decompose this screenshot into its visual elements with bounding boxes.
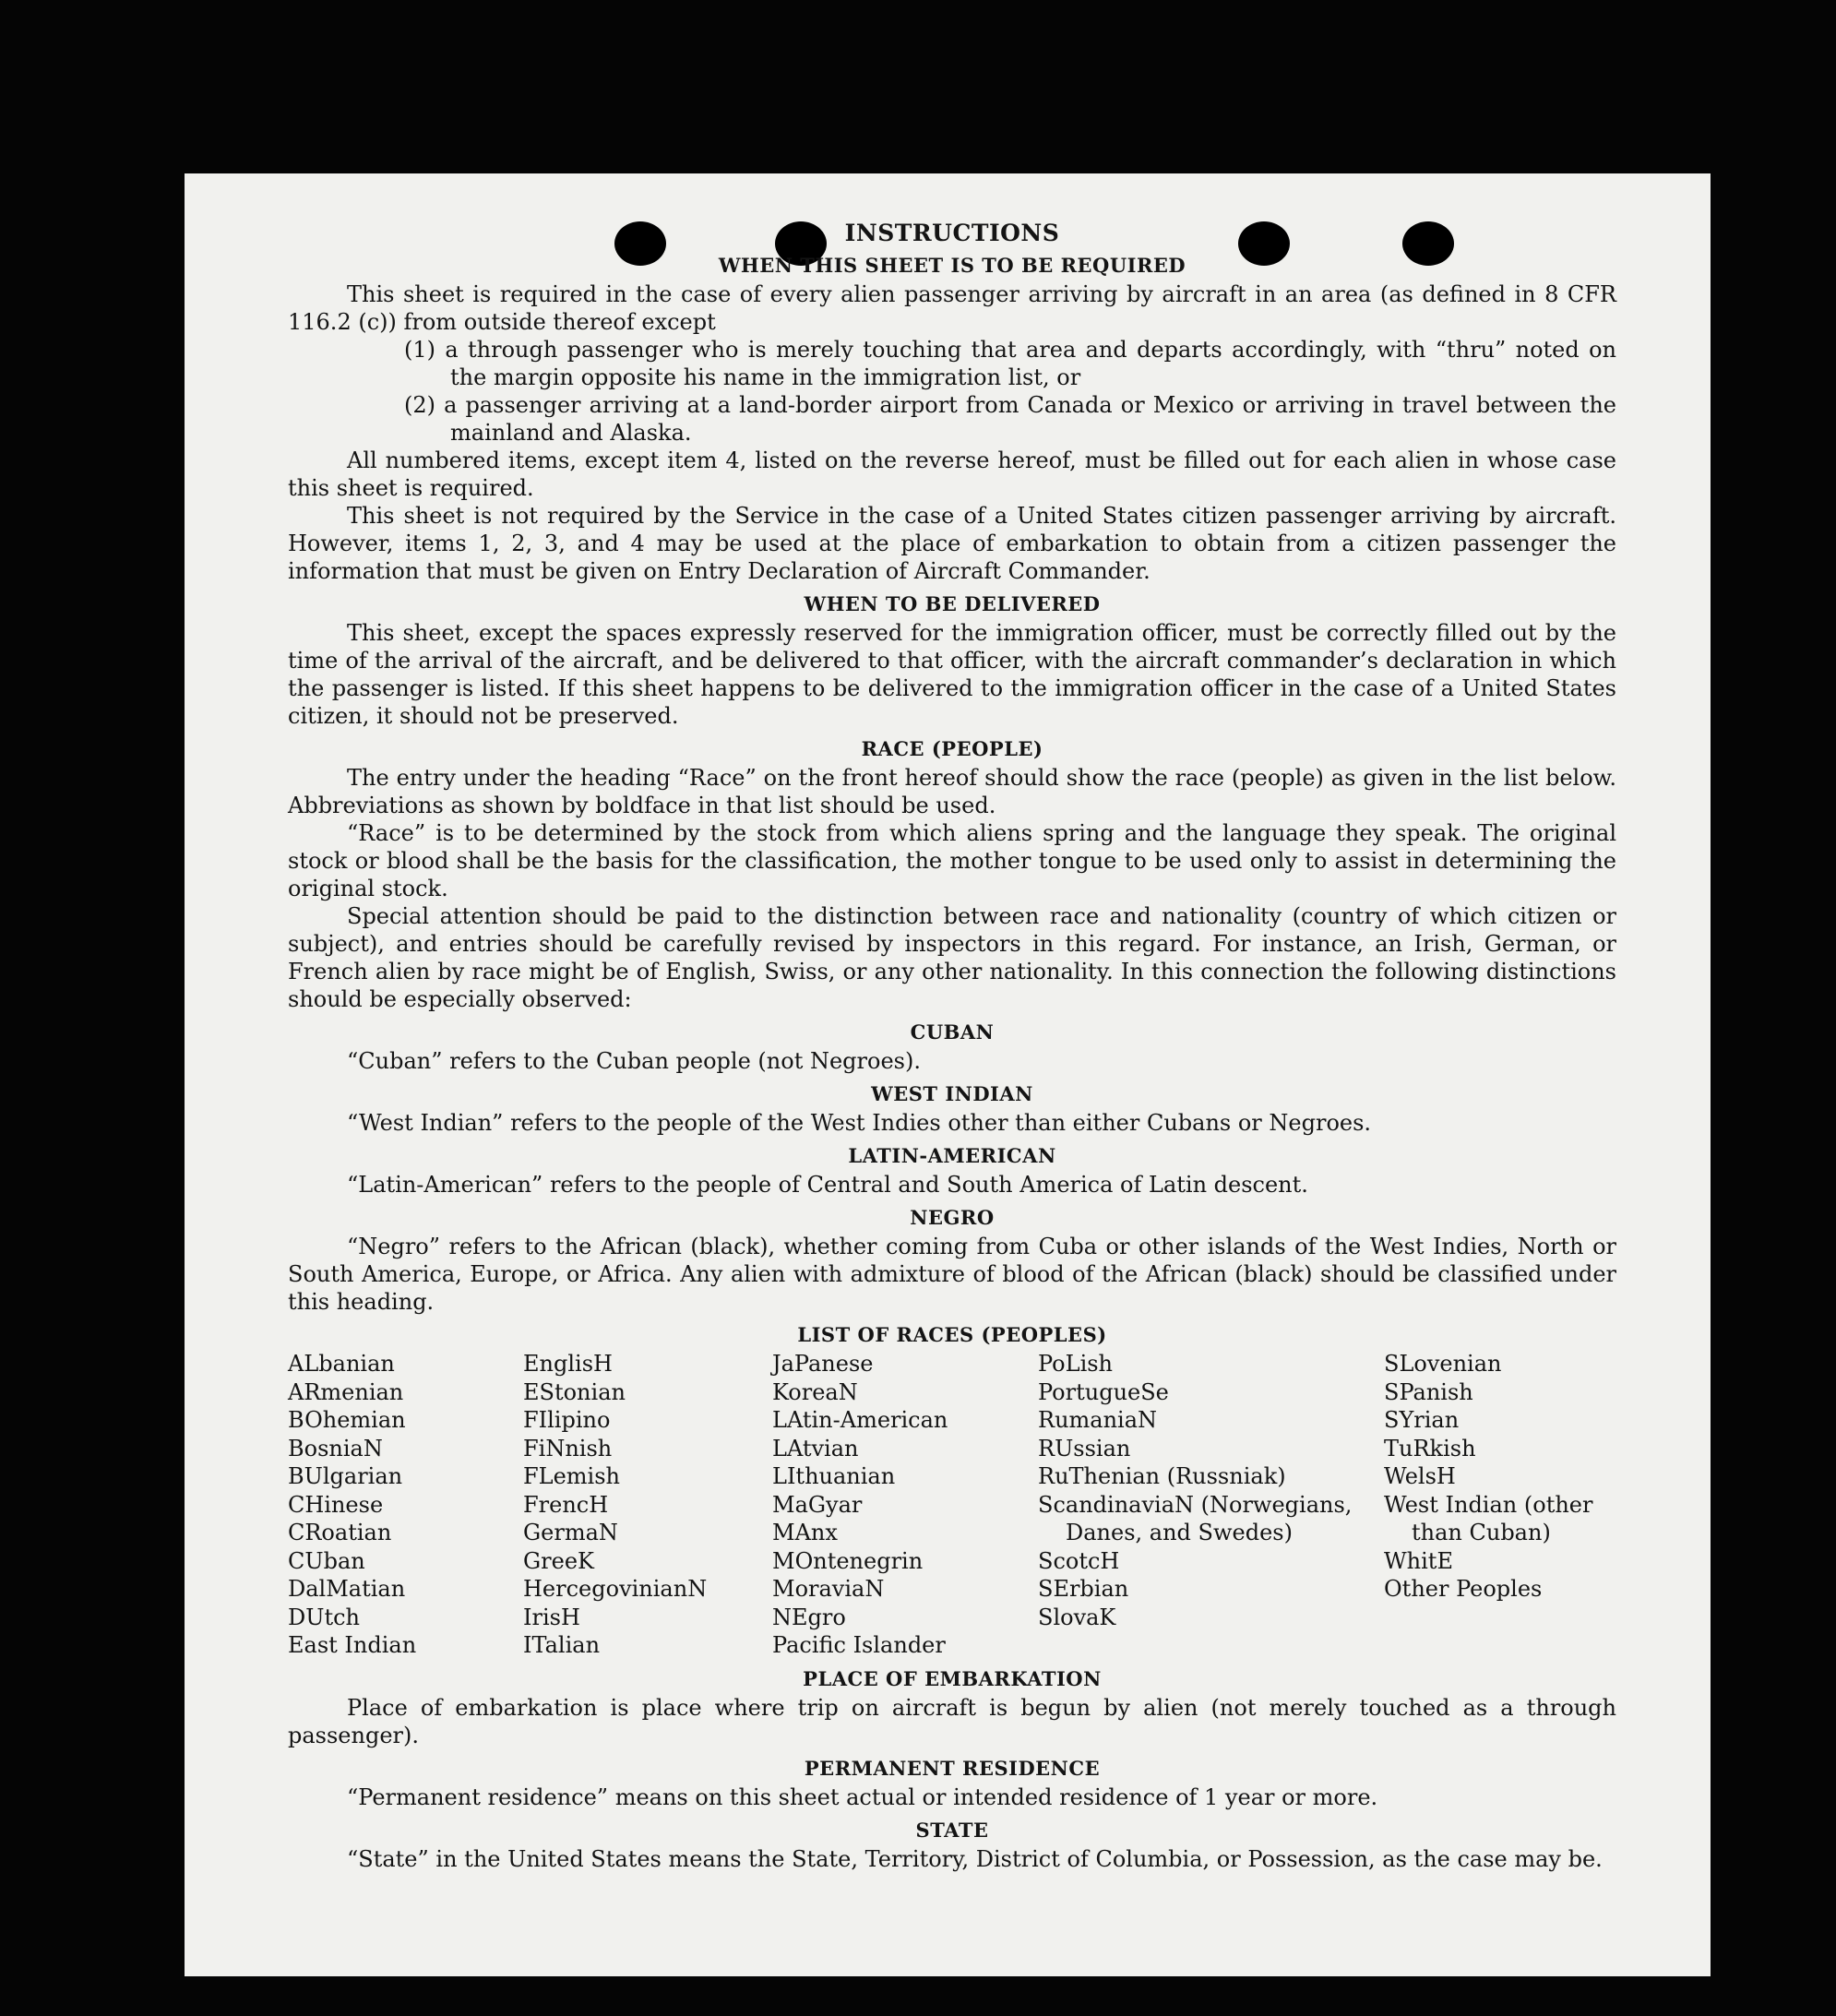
race-item: JaPanese <box>772 1351 874 1377</box>
section-heading-negro: NEGRO <box>910 1206 995 1229</box>
item-text: a through passenger who is merely touching that area and departs accordingly, with “thru” noted on the margin opposite his name in the immigration list, or <box>445 337 1616 390</box>
list-item <box>288 336 1616 391</box>
paragraph: “Latin-American” refers to the people of Central and South America of Latin descent. <box>347 1172 1308 1198</box>
race-item: NEgro <box>772 1604 846 1630</box>
race-item: ARmenian <box>288 1378 404 1405</box>
race-item: ITalian <box>523 1632 601 1658</box>
paragraph: Special attention should be paid to the distinction between race and nationality (country of which citizen or subject), and entries should be carefully revised by inspectors in this regard. For instance, an Irish, German, or French alien by race might be of English, Swiss, or any other nationality. In this connection the following distinctions should be especially observed: <box>288 903 1616 1012</box>
paragraph: “Negro” refers to the African (black), whether coming from Cuba or other islands of the West Indies, North or South America, Europe, or Africa. Any alien with admixture of blood of the African (black) should be classified under this heading. <box>288 1234 1616 1315</box>
race-item: West Indian (other than Cuban) <box>1384 1491 1593 1545</box>
race-item: PoLish <box>1038 1351 1114 1377</box>
paragraph: This sheet, except the spaces expressly reserved for the immigration officer, must be correctly filled out by the time of the arrival of the aircraft, and be delivered to that officer, with the aircraft commander’s declaration in which the passenger is listed. If this sheet happens to be delivered to the immigration officer in the case of a United States citizen, it should not be preserved. <box>288 620 1616 729</box>
paragraph: “State” in the United States means the State, Territory, District of Columbia, or Possession, as the case may be. <box>347 1845 1603 1872</box>
race-item: BOhemian <box>288 1407 406 1433</box>
paragraph: The entry under the heading “Race” on the front hereof should show the race (people) as given in the list below. Abbreviations as shown by boldface in that list should be used. <box>288 765 1616 818</box>
race-item: GreeK <box>523 1547 594 1574</box>
race-item: SlovaK <box>1038 1604 1116 1630</box>
race-item: KoreaN <box>772 1378 858 1405</box>
paragraph: Place of embarkation is place where trip on aircraft is begun by alien (not merely touched as a through passenger). <box>288 1694 1616 1748</box>
race-item: FrencH <box>523 1491 609 1518</box>
race-item: MOntenegrin <box>772 1547 924 1574</box>
race-item: DUtch <box>288 1604 361 1630</box>
race-item: East Indian <box>288 1632 417 1658</box>
race-item: SYrian <box>1384 1407 1460 1433</box>
paragraph: This sheet is required in the case of every alien passenger arriving by aircraft in an area (as defined in 8 CFR 116.2 (c)) from outside thereof except <box>288 281 1616 335</box>
race-item: LIthuanian <box>772 1463 896 1489</box>
races-list <box>288 1350 1616 1660</box>
race-item: IrisH <box>523 1604 580 1630</box>
section-heading-list-of-races: LIST OF RACES (PEOPLES) <box>797 1323 1107 1346</box>
race-item: TuRkish <box>1384 1435 1476 1461</box>
race-item: FiNnish <box>523 1435 613 1461</box>
item-number: (2) <box>404 392 435 418</box>
race-item: RumaniaN <box>1038 1407 1158 1433</box>
race-item: ALbanian <box>288 1351 395 1377</box>
paragraph: “West Indian” refers to the people of the West Indies other than either Cubans or Negroes. <box>347 1110 1372 1136</box>
section-heading-cuban: CUBAN <box>910 1020 995 1044</box>
paragraph: “Permanent residence” means on this sheet actual or intended residence of 1 year or more. <box>347 1783 1378 1810</box>
section-heading-delivered: WHEN TO BE DELIVERED <box>804 592 1101 615</box>
race-item: CHinese <box>288 1491 384 1518</box>
race-item: ScandinaviaN (Norwegians, Danes, and Swedes) <box>1038 1491 1353 1545</box>
section-heading-latin-american: LATIN-AMERICAN <box>848 1144 1056 1167</box>
race-item: LAtin-American <box>772 1407 948 1433</box>
races-column <box>772 1350 1038 1660</box>
races-column <box>288 1350 523 1660</box>
race-item: BosniaN <box>288 1435 383 1461</box>
section-heading-west-indian: WEST INDIAN <box>871 1082 1033 1105</box>
section-heading-state: STATE <box>915 1818 989 1842</box>
item-number: (1) <box>404 337 435 363</box>
race-item: SLovenian <box>1384 1351 1502 1377</box>
page-title: INSTRUCTIONS <box>844 220 1060 246</box>
race-item: LAtvian <box>772 1435 859 1461</box>
race-item: FLemish <box>523 1463 620 1489</box>
section-heading-required: WHEN THIS SHEET IS TO BE REQUIRED <box>718 254 1186 277</box>
race-item: MaGyar <box>772 1491 863 1518</box>
instructions-body <box>288 220 1616 1873</box>
race-item: WelsH <box>1384 1463 1456 1489</box>
paragraph: All numbered items, except item 4, listed on the reverse hereof, must be filled out for each alien in whose case this sheet is required. <box>288 447 1616 501</box>
race-item: EStonian <box>523 1378 626 1405</box>
races-column <box>1038 1350 1384 1660</box>
section-heading-embarkation: PLACE OF EMBARKATION <box>803 1666 1102 1690</box>
race-item: MAnx <box>772 1520 838 1545</box>
race-item: PortugueSe <box>1038 1378 1169 1405</box>
race-item: CUban <box>288 1547 365 1574</box>
race-item: CRoatian <box>288 1520 392 1545</box>
race-item: WhitE <box>1384 1547 1453 1574</box>
race-item: DalMatian <box>288 1576 406 1602</box>
race-item: Other Peoples <box>1384 1576 1543 1602</box>
race-item: ScotcH <box>1038 1547 1120 1574</box>
race-item: GermaN <box>523 1520 618 1545</box>
race-item: FIlipino <box>523 1407 611 1433</box>
race-item: MoraviaN <box>772 1576 885 1602</box>
paragraph: “Race” is to be determined by the stock from which aliens spring and the language they speak. The original stock or blood shall be the basis for the classification, the mother tongue to be used only to assist in determining the original stock. <box>288 820 1616 901</box>
race-item: EnglisH <box>523 1351 613 1377</box>
document-page <box>185 173 1711 1976</box>
race-item: HercegovinianN <box>523 1576 708 1602</box>
race-item: Pacific Islander <box>772 1632 946 1658</box>
section-heading-race: RACE (PEOPLE) <box>861 737 1043 760</box>
race-item: BUlgarian <box>288 1463 403 1489</box>
paragraph: “Cuban” refers to the Cuban people (not Negroes). <box>347 1048 921 1074</box>
section-heading-residence: PERMANENT RESIDENCE <box>804 1756 1101 1780</box>
races-column <box>523 1350 772 1660</box>
race-item: RuThenian (Russniak) <box>1038 1463 1286 1489</box>
races-column <box>1384 1350 1616 1660</box>
list-item <box>288 391 1616 447</box>
race-item: RUssian <box>1038 1435 1131 1461</box>
race-item: SPanish <box>1384 1378 1473 1405</box>
paragraph: This sheet is not required by the Service in the case of a United States citizen passenger arriving by aircraft. However, items 1, 2, 3, and 4 may be used at the place of embarkation to obtain from a citizen passenger the information that must be given on Entry Declaration of Aircraft Commander. <box>288 503 1616 584</box>
race-item: SErbian <box>1038 1576 1129 1602</box>
item-text: a passenger arriving at a land-border airport from Canada or Mexico or arriving in travel between the mainland and Alaska. <box>444 392 1616 446</box>
